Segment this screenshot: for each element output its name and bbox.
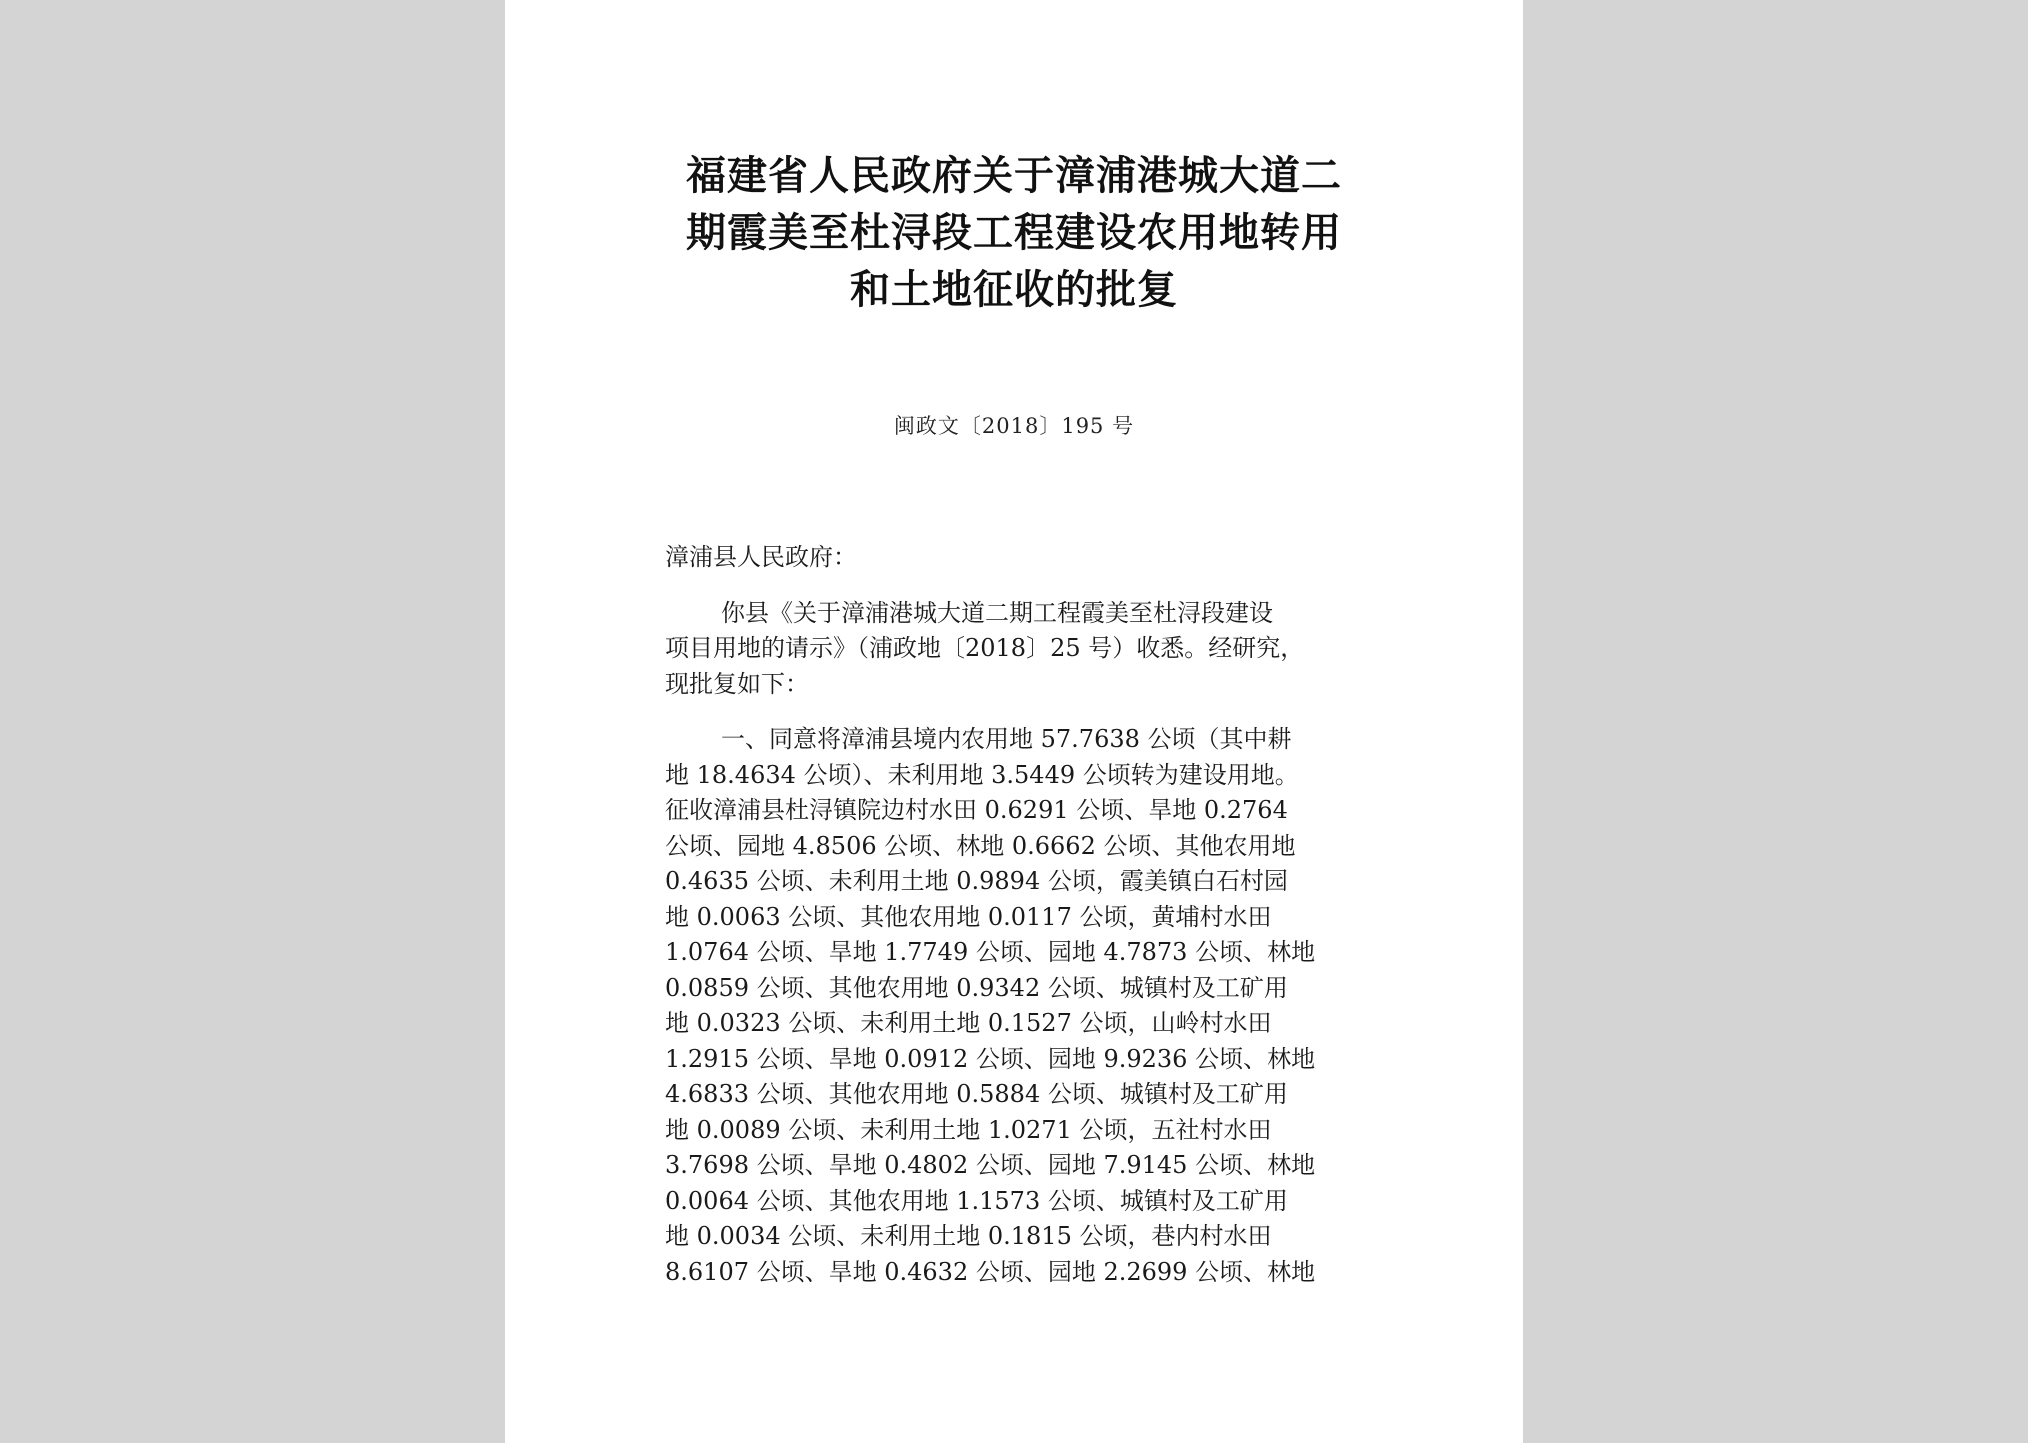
paragraph-line: 0.0859 公顷、其他农用地 0.9342 公顷、城镇村及工矿用 [665, 973, 1288, 1002]
paragraph-line: 3.7698 公顷、旱地 0.4802 公顷、园地 7.9145 公顷、林地 [665, 1151, 1316, 1179]
paragraph-line: 一、同意将漳浦县境内农用地 57.7638 公顷（其中耕 [721, 725, 1292, 753]
document-page [505, 0, 1523, 1443]
paragraph-line: 地 0.0089 公顷、未利用土地 1.0271 公顷，五社村水田 [665, 1115, 1272, 1144]
addressee: 漳浦县人民政府： [665, 543, 857, 571]
document-title [505, 148, 1523, 319]
paragraph-line: 0.4635 公顷、未利用土地 0.9894 公顷，霞美镇白石村园 [665, 867, 1288, 895]
document-number: 闽政文〔2018〕195 号 [893, 414, 1135, 438]
paragraph-line: 地 0.0063 公顷、其他农用地 0.0117 公顷，黄埔村水田 [665, 902, 1272, 931]
paragraph-line: 8.6107 公顷、旱地 0.4632 公顷、园地 2.2699 公顷、林地 [665, 1257, 1316, 1286]
title-line: 福建省人民政府关于漳浦港城大道二 [686, 153, 1342, 199]
paragraph-line: 地 0.0034 公顷、未利用土地 0.1815 公顷，巷内村水田 [665, 1222, 1272, 1250]
paragraph-line: 1.2915 公顷、旱地 0.0912 公顷、园地 9.9236 公顷、林地 [665, 1044, 1316, 1073]
document-body [665, 540, 1365, 1290]
title-line: 期霞美至杜浔段工程建设农用地转用 [686, 210, 1342, 256]
paragraph-line: 地 18.4634 公顷）、未利用地 3.5449 公顷转为建设用地。 [665, 760, 1299, 789]
paragraph-line: 0.0064 公顷、其他农用地 1.1573 公顷、城镇村及工矿用 [665, 1186, 1288, 1215]
paragraph-line: 现批复如下： [665, 669, 809, 698]
title-line: 和土地征收的批复 [850, 267, 1178, 313]
paragraph-line: 地 0.0323 公顷、未利用土地 0.1527 公顷，山岭村水田 [665, 1009, 1272, 1037]
paragraph-line: 4.6833 公顷、其他农用地 0.5884 公顷、城镇村及工矿用 [665, 1080, 1288, 1108]
paragraph-line: 1.0764 公顷、旱地 1.7749 公顷、园地 4.7873 公顷、林地 [665, 938, 1316, 966]
paragraph-line: 项目用地的请示》（浦政地〔2018〕25 号）收悉。经研究， [665, 634, 1305, 662]
paragraph-line: 公顷、园地 4.8506 公顷、林地 0.6662 公顷、其他农用地 [665, 831, 1296, 860]
paragraph-line: 征收漳浦县杜浔镇院边村水田 0.6291 公顷、旱地 0.2764 [665, 796, 1288, 824]
paragraph-line: 你县《关于漳浦港城大道二期工程霞美至杜浔段建设 [721, 598, 1273, 627]
